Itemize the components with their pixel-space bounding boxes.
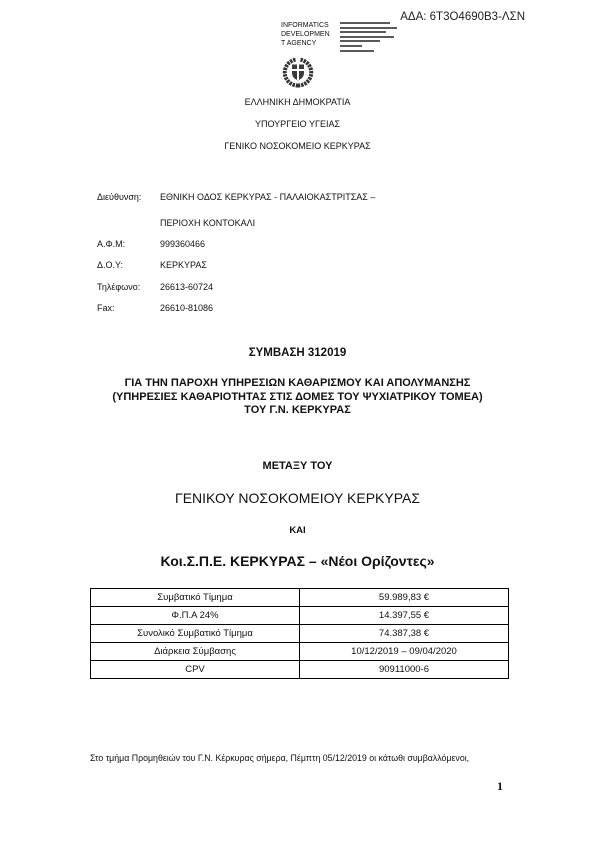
table-cell-label: Διάρκεια Σύμβασης xyxy=(91,643,300,661)
header-ministry: ΥΠΟΥΡΓΕΙΟ ΥΓΕΙΑΣ xyxy=(254,118,341,129)
contract-subject xyxy=(0,377,595,418)
and-heading: ΚΑΙ xyxy=(289,524,306,536)
table-cell-value: 74.387,38 € xyxy=(300,625,509,643)
contact-address-row xyxy=(97,192,375,203)
phone-label: Τηλέφωνο: xyxy=(97,281,141,292)
contract-summary-table xyxy=(90,588,509,679)
table-row xyxy=(91,589,509,607)
contact-phone-row xyxy=(97,282,213,293)
phone-value: 26613-60724 xyxy=(160,281,214,292)
doy-label: Δ.Ο.Υ: xyxy=(97,259,124,270)
ada-code: ΑΔΑ: 6Τ3Ο4690Β3-ΛΣΝ xyxy=(400,11,525,23)
fax-value: 26610-81086 xyxy=(160,302,214,313)
subject-line: (ΥΠΗΡΕΣΙΕΣ ΚΑΘΑΡΙΟΤΗΤΑΣ ΣΤΙΣ ΔΟΜΕΣ ΤΟΥ ΨΥΧΙΑΤΡΙΚΟΥ ΤΟΜΕΑ) xyxy=(112,390,483,403)
table-cell-value: 90911000-6 xyxy=(300,661,509,679)
digital-signature-stamp xyxy=(340,22,400,56)
address-line-1: ΕΘΝΙΚΗ ΟΔΟΣ ΚΕΡΚΥΡΑΣ - ΠΑΛΑΙΟΚΑΣΤΡΙΤΣΑΣ – xyxy=(160,191,376,202)
party-b: Κοι.Σ.Π.Ε. ΚΕΡΚΥΡΑΣ – «Νέοι Ορίζοντες» xyxy=(160,552,435,569)
subject-line: ΓΙΑ ΤΗΝ ΠΑΡΟΧΗ ΥΠΗΡΕΣΙΩΝ ΚΑΘΑΡΙΣΜΟΥ ΚΑΙ ΑΠΟΛΥΜΑΝΣΗΣ xyxy=(124,377,471,389)
contact-doy-row xyxy=(97,260,207,271)
between-heading: ΜΕΤΑΞΥ ΤΟΥ xyxy=(262,459,333,472)
contact-fax-row xyxy=(97,303,213,314)
agency-logo-line: T AGENCY xyxy=(281,40,317,47)
table-cell-label: Φ.Π.Α 24% xyxy=(91,607,300,625)
table-cell-label: CPV xyxy=(91,661,300,679)
page-number: 1 xyxy=(497,779,503,793)
afm-value: 999360466 xyxy=(160,238,206,249)
table-cell-value: 10/12/2019 – 09/04/2020 xyxy=(300,643,509,661)
greek-coat-of-arms-icon xyxy=(282,56,314,88)
table-row xyxy=(91,643,509,661)
party-a: ΓΕΝΙΚΟΥ ΝΟΣΟΚΟΜΕΙΟΥ ΚΕΡΚΥΡΑΣ xyxy=(175,489,420,506)
agency-logo-line: INFORMATICS xyxy=(281,22,329,29)
contact-afm-row xyxy=(97,239,205,250)
contact-address-row-2 xyxy=(97,218,255,229)
agency-logo xyxy=(281,21,330,48)
header-country: ΕΛΛΗΝΙΚΗ ΔΗΜΟΚΡΑΤΙΑ xyxy=(244,96,351,107)
table-row xyxy=(91,625,509,643)
doy-value: ΚΕΡΚΥΡΑΣ xyxy=(160,259,207,270)
address-line-2: ΠΕΡΙΟΧΗ ΚΟΝΤΟΚΑΛΙ xyxy=(160,217,256,228)
table-row xyxy=(91,661,509,679)
subject-line: ΤΟΥ Γ.Ν. ΚΕΡΚΥΡΑΣ xyxy=(244,404,351,416)
table-cell-value: 59.989,83 € xyxy=(300,589,509,607)
table-row xyxy=(91,607,509,625)
table-cell-label: Συνολικό Συμβατικό Τίμημα xyxy=(91,625,300,643)
afm-label: Α.Φ.Μ: xyxy=(97,238,126,249)
header-hospital: ΓΕΝΙΚΟ ΝΟΣΟΚΟΜΕΙΟ ΚΕΡΚΥΡΑΣ xyxy=(224,140,371,151)
table-cell-label: Συμβατικό Τίμημα xyxy=(91,589,300,607)
table-cell-value: 14.397,55 € xyxy=(300,607,509,625)
address-label: Διεύθυνση: xyxy=(97,191,142,202)
agency-logo-line: DEVELOPMEN xyxy=(281,31,330,38)
contract-title: ΣΥΜΒΑΣΗ 312019 xyxy=(248,347,347,359)
intro-paragraph: Στο τμήμα Προμηθειών του Γ.Ν. Κέρκυρας σήμερα, Πέμπτη 05/12/2019 οι κάτωθι συμβαλλόμενοι, xyxy=(90,752,470,763)
fax-label: Fax: xyxy=(97,302,115,313)
